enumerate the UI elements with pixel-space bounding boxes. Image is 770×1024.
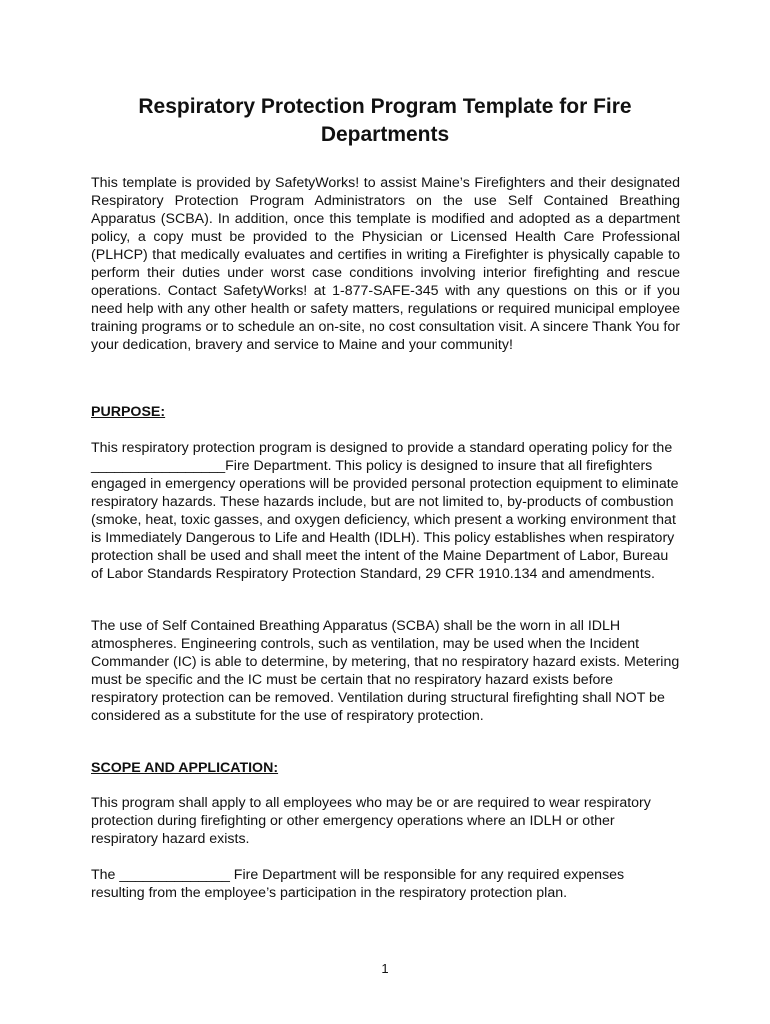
- purpose-paragraph-2: The use of Self Contained Breathing Apparatus (SCBA) shall be the worn in all IDLH atmospheres. Engineering controls, such as ventilation, may be used when the Incident Commander (IC) is able to determine, by metering, that no respiratory hazard exists. Metering must be specific and the IC must be certain that no respiratory hazard exists before respiratory protection can be removed. Ventilation during structural firefighting shall NOT be considered as a substitute for the use of respiratory protection.: [91, 618, 680, 724]
- scope-heading: SCOPE AND APPLICATION:: [91, 760, 279, 776]
- document-title: Respiratory Protection Program Template for Fire Departments: [138, 95, 632, 146]
- page-number: 1: [381, 961, 389, 976]
- purpose-heading: PURPOSE:: [91, 404, 166, 420]
- purpose-paragraph-1: This respiratory protection program is designed to provide a standard operating policy for the _________________Fire Department. This policy is designed to insure that all firefighters engaged in emergency operations will be provided personal protection equipment to eliminate respiratory hazards. These hazards include, but are not limited to, by-products of combustion (smoke, heat, toxic gasses, and oxygen deficiency, which present a working environment that is Immediately Dangerous to Life and Health (IDLH). This policy establishes when respiratory protection shall be used and shall meet the intent of the Maine Department of Labor, Bureau of Labor Standards Respiratory Protection Standard, 29 CFR 1910.134 and amendments.: [91, 440, 679, 582]
- scope-paragraph-1: This program shall apply to all employees who may be or are required to wear respiratory protection during firefighting or other emergency operations where an IDLH or other respiratory hazard exists.: [91, 795, 651, 847]
- intro-paragraph: This template is provided by SafetyWorks! to assist Maine’s Firefighters and their designated Respiratory Protection Program Administrators on the use Self Contained Breathing Apparatus (SCBA). In addition, once this template is modified and adopted as a department policy, a copy must be provided to the Physician or Licensed Health Care Professional (PLHCP) that medically evaluates and certifies in writing a Firefighter is physically capable to perform their duties under worst case conditions involving interior firefighting and rescue operations. Contact SafetyWorks! at 1-877-SAFE-345 with any questions on this or if you need help with any other health or safety matters, regulations or required municipal employee training programs or to schedule an on-site, no cost consultation visit. A sincere Thank You for your dedication, bravery and service to Maine and your community!: [91, 175, 680, 353]
- scope-paragraph-2: The ______________ Fire Department will be responsible for any required expenses resulting from the employee’s participation in the respiratory protection plan.: [91, 867, 625, 901]
